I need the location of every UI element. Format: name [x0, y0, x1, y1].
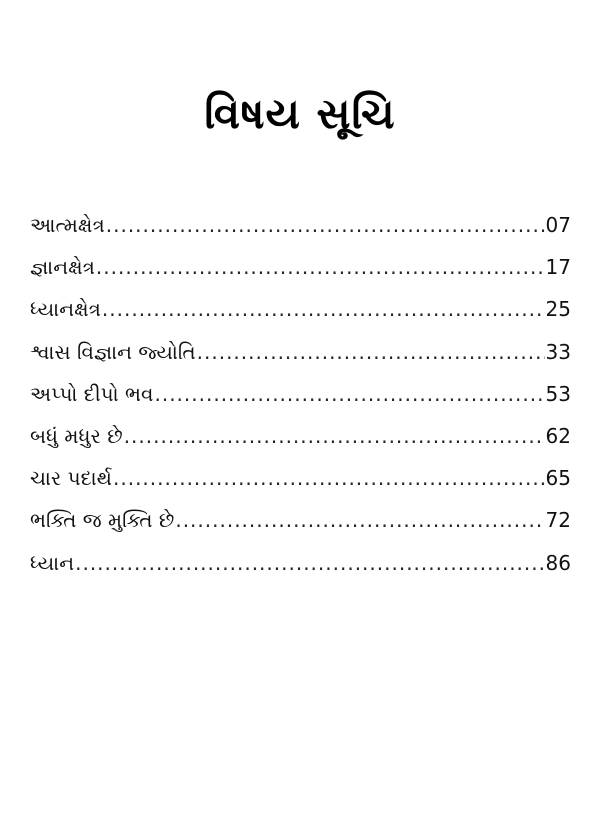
toc-entry: [30, 499, 571, 541]
toc-entry-page-number: 25: [545, 297, 571, 322]
dot-leader: [175, 499, 544, 541]
toc-entry-page-number: 53: [545, 381, 571, 406]
toc-entry: [30, 288, 571, 330]
toc-entry: [30, 415, 571, 457]
dot-leader: [124, 415, 545, 457]
toc-entry: [30, 246, 571, 288]
toc-entry-label: ચાર પદાર્થ: [30, 466, 112, 491]
toc-entry: [30, 457, 571, 499]
table-of-contents: [30, 204, 571, 584]
toc-entry: [30, 542, 571, 584]
dot-leader: [102, 288, 545, 330]
toc-entry-label: ધ્યાન: [30, 550, 75, 575]
dot-leader: [75, 542, 544, 584]
toc-entry-label: આત્મક્ષેત્ર: [30, 213, 105, 237]
page-title: વિષય સૂચિ: [204, 89, 396, 139]
toc-entry: [30, 331, 571, 373]
dot-leader: [154, 373, 544, 415]
toc-entry-page-number: 33: [545, 339, 571, 364]
dot-leader: [197, 331, 545, 373]
toc-entry-label: શ્વાસ વિજ્ઞાન જ્યોતિ: [30, 339, 196, 364]
toc-entry-page-number: 86: [545, 550, 571, 575]
toc-entry: [30, 204, 571, 246]
toc-entry-page-number: 17: [545, 255, 571, 280]
toc-entry-label: જ્ઞાનક્ષેત્ર: [30, 255, 95, 280]
toc-entry: [30, 373, 571, 415]
dot-leader: [96, 246, 545, 288]
toc-entry-page-number: 65: [545, 466, 571, 491]
toc-entry-label: બધું મધુર છે: [30, 423, 123, 448]
toc-entry-label: અપ્પો દીપો ભવ: [30, 381, 154, 406]
dot-leader: [106, 204, 545, 246]
toc-entry-page-number: 62: [545, 423, 571, 448]
toc-entry-label: ભક્તિ જ મુક્તિ છે: [30, 508, 175, 533]
dot-leader: [113, 457, 545, 499]
toc-entry-page-number: 72: [545, 508, 571, 533]
toc-entry-page-number: 07: [545, 213, 571, 237]
toc-entry-label: ધ્યાનક્ષેત્ર: [30, 297, 101, 322]
